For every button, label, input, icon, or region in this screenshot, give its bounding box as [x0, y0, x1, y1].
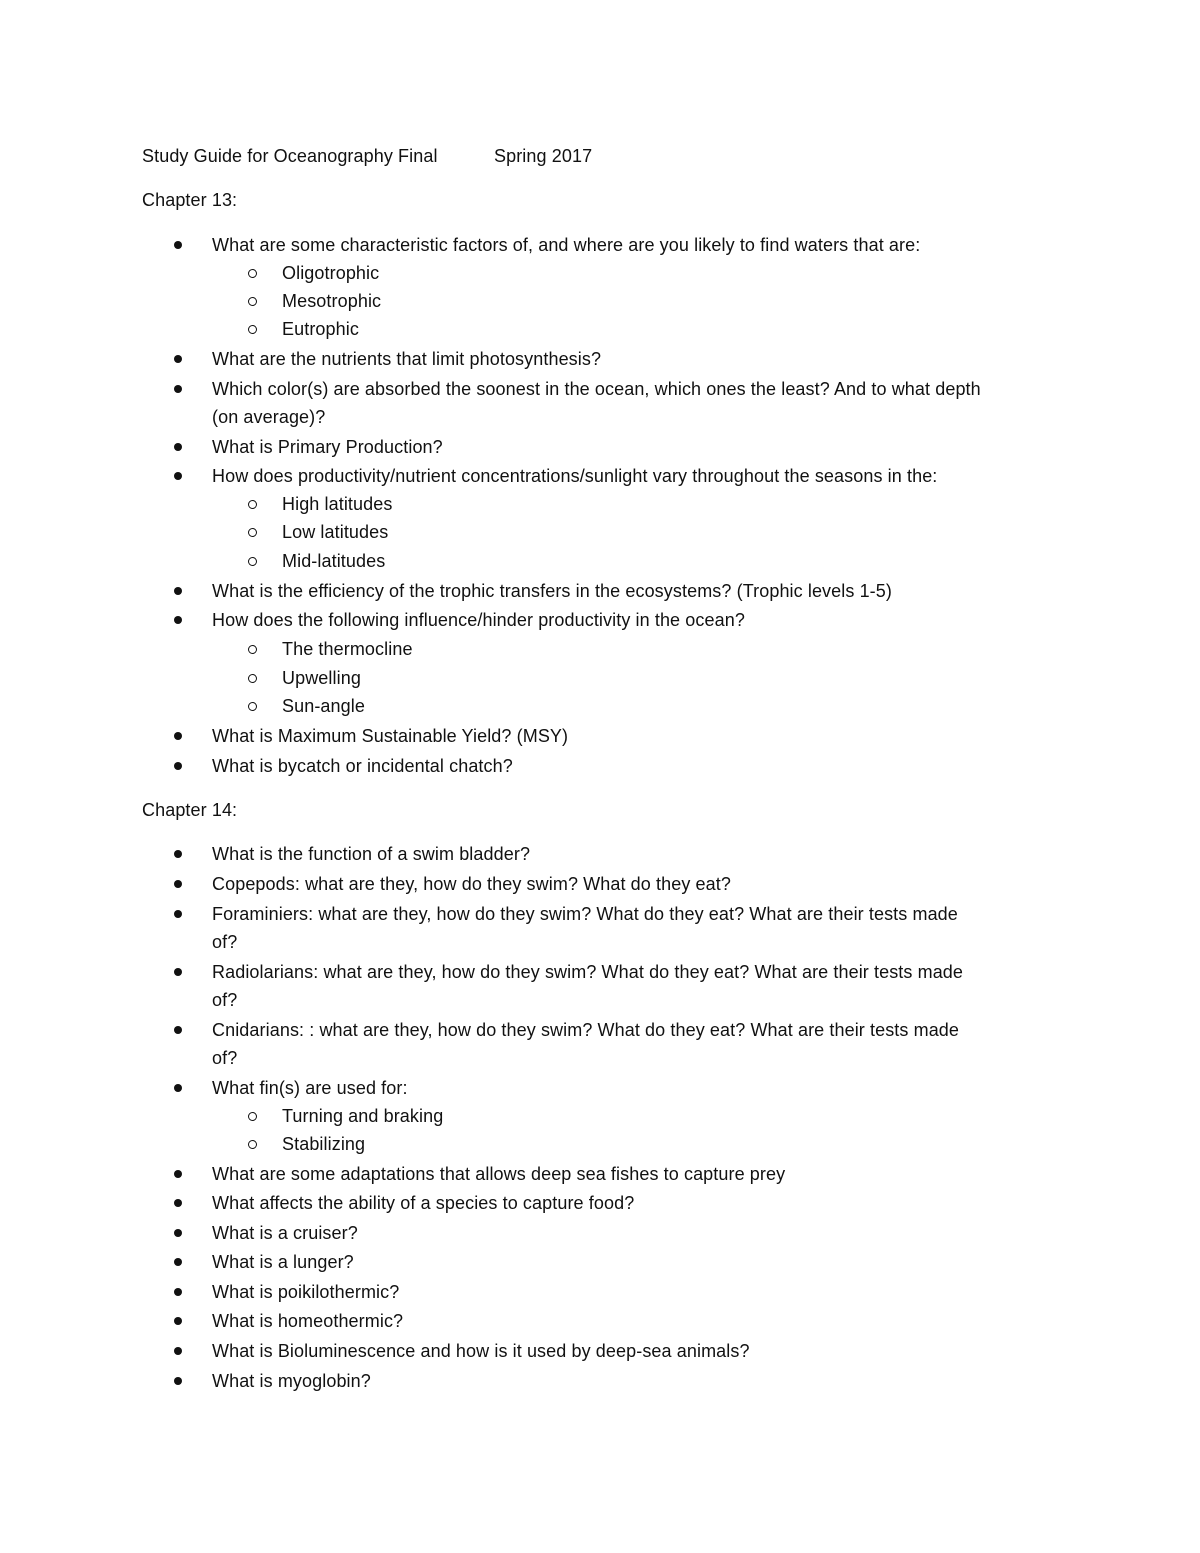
circle-bullet-icon	[247, 492, 259, 516]
sub-list-item: Upwelling	[282, 668, 361, 688]
list-item: How does the following influence/hinder productivity in the ocean?	[212, 610, 745, 630]
bullet-icon	[172, 960, 184, 984]
sub-list-item: Oligotrophic	[282, 263, 380, 283]
circle-bullet-icon	[247, 1104, 259, 1128]
sub-list-item: Sun-angle	[282, 696, 365, 716]
circle-bullet-icon	[247, 317, 259, 341]
circle-bullet-icon	[247, 289, 259, 313]
list-item: What are the nutrients that limit photosynthesis?	[212, 349, 602, 369]
list-item: What fin(s) are used for:	[212, 1078, 408, 1098]
list-item: What is myoglobin?	[212, 1371, 371, 1391]
document-term: Spring 2017	[494, 146, 593, 166]
sub-list-item: Eutrophic	[282, 319, 359, 339]
list-item: What is bycatch or incidental chatch?	[212, 756, 513, 776]
bullet-icon	[172, 842, 184, 866]
list-item: Copepods: what are they, how do they swim? What do they eat?	[212, 874, 731, 894]
list-item: What is the efficiency of the trophic transfers in the ecosystems? (Trophic levels 1-5)	[212, 581, 892, 601]
list-item: What are some adaptations that allows deep sea fishes to capture prey	[212, 1164, 786, 1184]
sub-list-item: The thermocline	[282, 639, 413, 659]
bullet-icon	[172, 435, 184, 459]
circle-bullet-icon	[247, 520, 259, 544]
list-item-continuation: (on average)?	[212, 407, 326, 427]
list-item-continuation: of?	[212, 932, 238, 952]
list-item: What is Maximum Sustainable Yield? (MSY)	[212, 726, 569, 746]
list-item-continuation: of?	[212, 1048, 238, 1068]
list-item: What is Bioluminescence and how is it used by deep-sea animals?	[212, 1341, 750, 1361]
sub-list-item: Turning and braking	[282, 1106, 444, 1126]
bullet-icon	[172, 1018, 184, 1042]
bullet-icon	[172, 1369, 184, 1393]
sub-list-item: Stabilizing	[282, 1134, 366, 1154]
list-item: What is a lunger?	[212, 1252, 354, 1272]
sub-list-item: Mesotrophic	[282, 291, 382, 311]
bullet-icon	[172, 1280, 184, 1304]
bullet-icon	[172, 464, 184, 488]
bullet-icon	[172, 608, 184, 632]
circle-bullet-icon	[247, 694, 259, 718]
bullet-icon	[172, 1221, 184, 1245]
bullet-icon	[172, 579, 184, 603]
list-item: What is the function of a swim bladder?	[212, 844, 531, 864]
list-item: What is a cruiser?	[212, 1223, 358, 1243]
circle-bullet-icon	[247, 666, 259, 690]
circle-bullet-icon	[247, 549, 259, 573]
bullet-icon	[172, 1162, 184, 1186]
list-item: Foraminiers: what are they, how do they swim? What do they eat? What are their tests made	[212, 904, 958, 924]
circle-bullet-icon	[247, 637, 259, 661]
circle-bullet-icon	[247, 1132, 259, 1156]
bullet-icon	[172, 347, 184, 371]
list-item: Radiolarians: what are they, how do they swim? What do they eat? What are their tests made	[212, 962, 964, 982]
list-item: Which color(s) are absorbed the soonest in the ocean, which ones the least? And to what depth	[212, 379, 981, 399]
list-item: What is poikilothermic?	[212, 1282, 400, 1302]
bullet-icon	[172, 1076, 184, 1100]
list-item-continuation: of?	[212, 990, 238, 1010]
document-title: Study Guide for Oceanography Final	[142, 146, 438, 166]
list-item: What is Primary Production?	[212, 437, 443, 457]
bullet-icon	[172, 902, 184, 926]
bullet-icon	[172, 377, 184, 401]
circle-bullet-icon	[247, 261, 259, 285]
list-item: What affects the ability of a species to capture food?	[212, 1193, 635, 1213]
bullet-icon	[172, 872, 184, 896]
list-item: What is homeothermic?	[212, 1311, 404, 1331]
bullet-icon	[172, 1250, 184, 1274]
bullet-icon	[172, 233, 184, 257]
sub-list-item: High latitudes	[282, 494, 393, 514]
chapter-13-heading: Chapter 13:	[142, 190, 238, 210]
sub-list-item: Low latitudes	[282, 522, 389, 542]
bullet-icon	[172, 1339, 184, 1363]
bullet-icon	[172, 724, 184, 748]
chapter-14-heading: Chapter 14:	[142, 800, 238, 820]
bullet-icon	[172, 1309, 184, 1333]
bullet-icon	[172, 1191, 184, 1215]
list-item: Cnidarians: : what are they, how do they swim? What do they eat? What are their tests made	[212, 1020, 960, 1040]
sub-list-item: Mid-latitudes	[282, 551, 386, 571]
list-item: What are some characteristic factors of, and where are you likely to find waters that are:	[212, 235, 921, 255]
list-item: How does productivity/nutrient concentrations/sunlight vary throughout the seasons in the:	[212, 466, 938, 486]
bullet-icon	[172, 754, 184, 778]
